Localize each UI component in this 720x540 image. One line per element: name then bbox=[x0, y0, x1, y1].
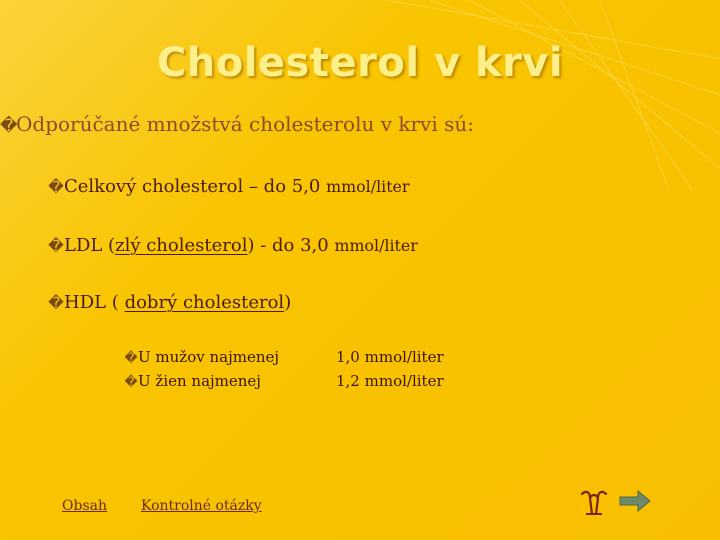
total-label: Celkový cholesterol – do 5,0 bbox=[64, 176, 321, 197]
lead-label: Odporúčané množstvá cholesterolu v krvi sú: bbox=[16, 112, 474, 136]
bullet-icon: � bbox=[48, 237, 64, 255]
next-arrow-icon[interactable] bbox=[618, 490, 652, 512]
bullet-icon: � bbox=[124, 375, 138, 390]
ldl-unit: mmol/liter bbox=[334, 236, 418, 255]
back-arrow-icon[interactable] bbox=[578, 488, 612, 518]
bullet-ldl bbox=[48, 235, 418, 256]
bullet-icon: � bbox=[48, 294, 64, 312]
hdl-link[interactable]: dobrý cholesterol bbox=[124, 292, 285, 313]
hdl-prefix: HDL ( bbox=[64, 292, 125, 313]
sub-value-men: 1,0 mmol/liter bbox=[336, 348, 444, 366]
questions-link[interactable]: Kontrolné otázky bbox=[141, 498, 262, 514]
sub-item-women bbox=[124, 372, 261, 390]
ldl-link[interactable]: zlý cholesterol bbox=[115, 235, 248, 256]
sub-women-label: U žien najmenej bbox=[138, 372, 261, 390]
bullet-icon: � bbox=[48, 178, 64, 196]
sub-value-women: 1,2 mmol/liter bbox=[336, 372, 444, 390]
sub-men-label: U mužov najmenej bbox=[138, 348, 280, 366]
bullet-total-cholesterol bbox=[48, 176, 410, 197]
sub-item-men bbox=[124, 348, 279, 366]
contents-link[interactable]: Obsah bbox=[62, 498, 107, 514]
lead-text bbox=[0, 112, 474, 136]
hdl-suffix: ) bbox=[284, 292, 292, 313]
ldl-prefix: LDL ( bbox=[64, 235, 116, 256]
bullet-hdl bbox=[48, 292, 291, 313]
total-unit: mmol/liter bbox=[326, 177, 410, 196]
slide-title: Cholesterol v krvi bbox=[156, 40, 564, 86]
bullet-icon: � bbox=[0, 116, 18, 136]
bullet-icon: � bbox=[124, 351, 138, 366]
ldl-suffix: ) - do 3,0 bbox=[247, 235, 329, 256]
